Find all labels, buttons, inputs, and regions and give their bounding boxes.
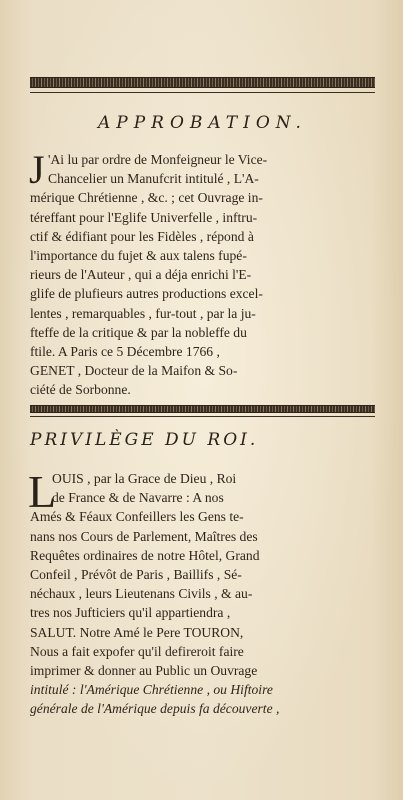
approbation-line-5: ctif & édifiant pour les Fidèles , répond à [30,228,254,244]
approbation-line-9: lentes , remarquables , fur-tout , par la ju- [30,305,256,321]
approbation-line-3: mérique Chrétienne , &c. ; cet Ouvrage in- [30,190,263,206]
approbation-dropcap: J [29,147,45,192]
privilege-line-11: imprimer & donner au Public un Ouvrage [30,663,258,679]
approbation-text [29,147,376,400]
approbation-line-4: téreffant pour l'Eglife Univerfelle , inftru- [30,209,258,225]
privilege-line-7: néchaux , leurs Lieutenans Civils , & au- [30,586,253,602]
privilege-line-2: de France & de Navarre : A nos [52,490,224,506]
privilege-line-3: Amés & Féaux Confeillers les Gens te- [30,509,244,525]
approbation-heading: APPROBATION. [98,113,307,133]
approbation-line-7: rieurs de l'Auteur , qui a déja enrichi l'E- [30,267,252,283]
privilege-dropcap: L [28,466,57,517]
approbation-line-10: fteffe de la critique & par la nobleffe du [30,324,247,340]
approbation-line-2: Chancelier un Manufcrit intitulé , L'A- [48,171,259,187]
privilege-line-4: nans nos Cours de Parlement, Maîtres des [30,528,258,544]
privilege-line-1: OUIS , par la Grace de Dieu , Roi [52,471,237,486]
privilege-line-9: SALUT. Notre Amé le Pere TOURON, [30,624,244,640]
middle-thin-rule [30,416,375,417]
privilege-line-6: Confeil , Prévôt de Paris , Baillifs , Sé- [30,567,242,583]
privilege-line-12: intitulé : l'Amérique Chrétienne , ou Hiftoire [30,682,273,698]
approbation-line-12: GENET , Docteur de la Maifon & So- [30,363,238,379]
privilege-line-13: générale de l'Amérique depuis fa découverte , [30,701,280,717]
approbation-line-8: glife de plufieurs autres productions excel- [30,286,263,302]
privilege-text [28,466,376,719]
privilege-line-8: tres nos Jufticiers qu'il appartiendra , [30,605,231,621]
approbation-line-11: ftile. A Paris ce 5 Décembre 1766 , [30,344,220,360]
top-ornament-rule [30,77,375,88]
approbation-line-13: ciété de Sorbonne. [30,382,131,398]
privilege-line-5: Requêtes ordinaires de notre Hôtel, Grand [30,547,260,563]
top-thin-rule [30,92,375,93]
approbation-line-6: l'importance du fujet & aux talens fupé- [30,248,247,264]
middle-ornament-rule [30,405,375,413]
approbation-line-1: 'Ai lu par ordre de Monfeigneur le Vice- [48,152,268,167]
privilege-line-10: Nous a fait expofer qu'il defireroit faire [30,643,244,659]
privilege-heading: PRIVILÈGE DU ROI. [30,430,259,450]
